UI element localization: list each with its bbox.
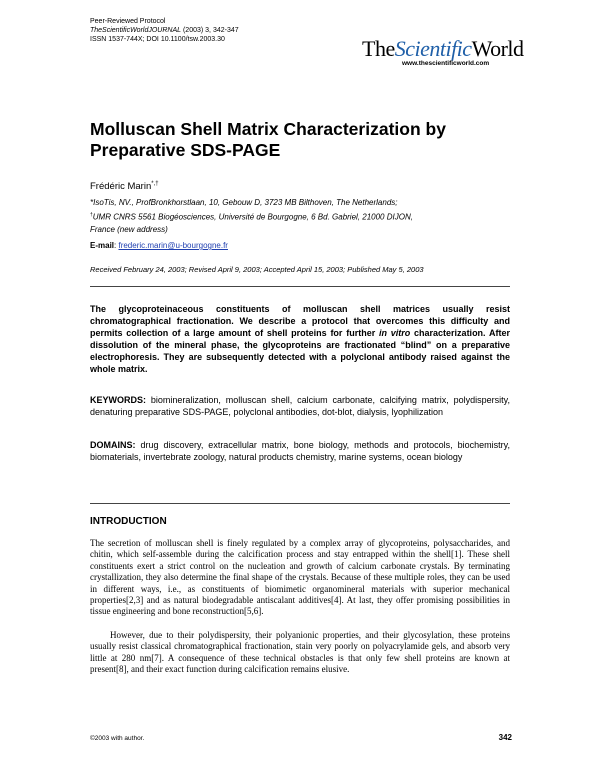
- page-number: 342: [498, 733, 512, 742]
- intro-paragraph-2: However, due to their polydispersity, their polyanionic properties, and their glycosylation, these proteins usually resist classical chromatographical fractionation, stain very poorly on polyacrylamide gels, and absorb very little at 280 nm[7]. A consequence of these technical obstacles is that only few shell proteins are known at present[8], and their exact function during calcification remains elusive.: [90, 630, 510, 675]
- divider-bottom: [90, 503, 510, 504]
- author-line: [90, 181, 159, 192]
- abstract-part-2: characterization. After dissolution of the mineral phase, the glycoproteins are fractionated “blind” on a preparative electrophoresis. They are subsequently detected with a polyclonal antibody raised against the whole matrix.: [90, 328, 510, 374]
- domains-text: drug discovery, extracellular matrix, bone biology, methods and protocols, biochemistry, biomaterials, invertebrate zoology, natural products chemistry, marine systems, ocean biology: [90, 440, 510, 462]
- domains: [90, 439, 510, 463]
- keywords-text: biomineralization, molluscan shell, calcium carbonate, calcifying matrix, polydispersity, denaturing preparative SDS-PAGE, polyclonal antibodies, dot-blot, dialysis, lyophilization: [90, 395, 510, 417]
- intro-paragraph-1: The secretion of molluscan shell is finely regulated by a complex array of glycoproteins, polysaccharides, and chitin, which self-assemble during the calcification process and stay entrapped within the shell[1]. These shell constituents exert a strict control on the nucleation and growth of calcium carbonate crystals. By terminating crystallization, they also determine the final shape of the crystals. Because of these multiple roles, they can be used in different ways, i.e., as constituents of biomimetic organomineral materials with superior mechanical properties[2,3] and as natural biodegradable antiscalant additives[4]. At last, they offer promising possibilities in tissue engineering and bone reconstruction[5,6].: [90, 538, 510, 617]
- journal-name: TheScientificWorldJOURNAL: [90, 27, 182, 34]
- journal-citation: [90, 26, 239, 35]
- divider-top: [90, 286, 510, 287]
- abstract: [90, 303, 510, 375]
- abstract-italic: in vitro: [378, 328, 411, 338]
- journal-header: [90, 17, 239, 44]
- affiliation-2-mark: †: [90, 212, 93, 218]
- section-heading-introduction: INTRODUCTION: [90, 516, 167, 527]
- protocol-type: Peer-Reviewed Protocol: [90, 18, 166, 25]
- journal-logo: [362, 36, 524, 73]
- logo-part-the: The: [362, 36, 395, 61]
- email-link[interactable]: frederic.marin@u-bourgogne.fr: [118, 241, 228, 250]
- email-separator: :: [114, 241, 119, 250]
- title-line-1: Molluscan Shell Matrix Characterization by: [90, 119, 446, 139]
- issn-doi: ISSN 1537-744X; DOI 10.1100/tsw.2003.30: [90, 36, 225, 43]
- keywords-label: KEYWORDS:: [90, 395, 146, 405]
- email-label: E-mail: [90, 241, 115, 250]
- affiliations: [90, 197, 510, 236]
- logo-part-world: World: [471, 36, 524, 61]
- keywords: [90, 394, 510, 418]
- publication-dates: Received February 24, 2003; Revised April 9, 2003; Accepted April 15, 2003; Published May 5, 2003: [90, 265, 424, 274]
- affiliation-2-line: [90, 209, 510, 224]
- logo-wordmark: [362, 37, 524, 61]
- logo-url: www.thescientificworld.com: [402, 60, 490, 67]
- copyright-notice: ©2003 with author.: [90, 735, 145, 742]
- affiliation-1: *IsoTis, NV., ProfBronkhorstlaan, 10, Gebouw D, 3723 MB Bilthoven, The Netherlands;: [90, 198, 398, 207]
- domains-label: DOMAINS:: [90, 440, 136, 450]
- author-name: Frédéric Marin: [90, 181, 152, 193]
- email-line: [90, 241, 228, 250]
- title-line-2: Preparative SDS-PAGE: [90, 140, 281, 160]
- citation-numbers: (2003) 3, 342-347: [181, 27, 239, 34]
- abstract-part-1: The glycoproteinaceous constituents of molluscan shell matrices usually resist chromatographical fractionation. We describe a protocol that overcomes this difficulty and permits collection of a large amount of shell proteins for further: [90, 304, 510, 338]
- affiliation-2: UMR CNRS 5561 Biogéosciences, Université de Bourgogne, 6 Bd. Gabriel, 21000 DIJON,: [92, 212, 413, 222]
- article-title: [90, 119, 510, 161]
- logo-part-scientific: Scientific: [394, 36, 472, 61]
- affiliation-3: France (new address): [90, 224, 168, 234]
- author-marks: *,†: [151, 181, 159, 187]
